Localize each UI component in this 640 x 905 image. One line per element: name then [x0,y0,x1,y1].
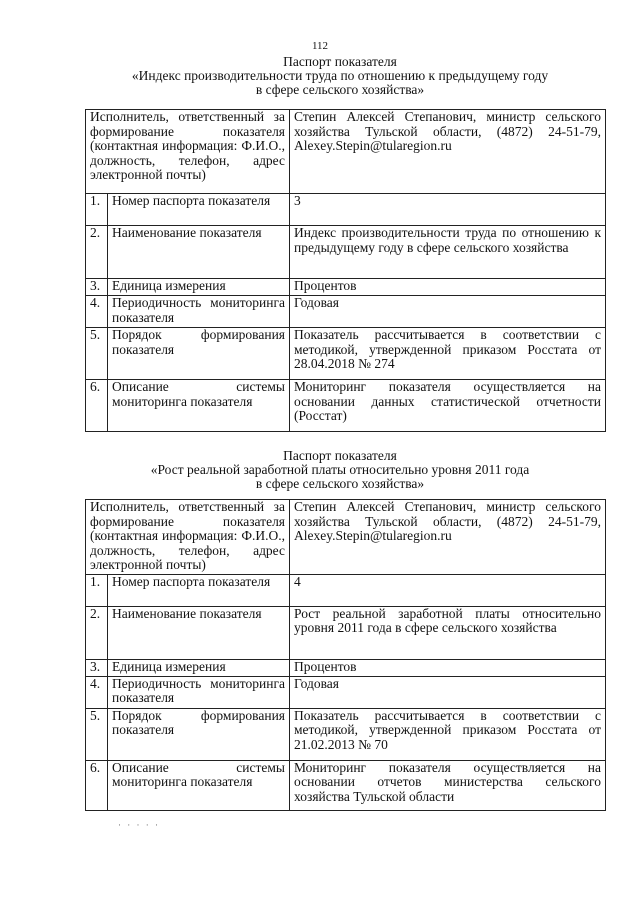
passport-2-subtitle-line1: «Рост реальной заработной платы относительно уровня 2011 года [150,462,530,477]
passport-1-subtitle-line1: «Индекс производительности труда по отношению к предыдущему году [131,68,549,83]
row-value: Показатель рассчитывается в соответствии с методикой, утвержденной приказом Росстата от 21.02.2013 № 70 [290,708,606,760]
row-number: 2. [86,606,108,659]
row-value: Показатель рассчитывается в соответствии с методикой, утвержденной приказом Росстата от 28.04.2018 № 274 [290,328,606,380]
row-number: 5. [86,328,108,380]
row-label: Периодичность мониторинга показателя [108,676,290,708]
passport-2-subtitle-line2: в сфере сельского хозяйства» [255,476,425,491]
passport-1-title: Паспорт показателя [283,54,397,69]
table-row [86,110,606,194]
table-row [86,574,606,606]
row-value: Годовая [290,296,606,328]
row-value: Рост реальной заработной платы относительно уровня 2011 года в сфере сельского хозяйства [290,606,606,659]
row-value: Процентов [290,279,606,296]
row-number: 6. [86,380,108,432]
row-number: 3. [86,659,108,676]
passport-2-title: Паспорт показателя [283,448,397,463]
executor-label: Исполнитель, ответственный за формирование показателя (контактная информация: Ф.И.О., должность, телефон, адрес электронной почты) [86,110,290,194]
row-label: Наименование показателя [108,606,290,659]
table-row [86,194,606,226]
row-label: Номер паспорта показателя [108,194,290,226]
row-label: Единица измерения [108,659,290,676]
row-label: Номер паспорта показателя [108,574,290,606]
row-value: 3 [290,194,606,226]
table-row [86,760,606,810]
row-number: 4. [86,296,108,328]
table-row [86,328,606,380]
table-row [86,226,606,279]
row-number: 6. [86,760,108,810]
page-number: 112 [311,40,329,52]
table-row [86,676,606,708]
row-label: Порядок формирования показателя [108,708,290,760]
row-value: Мониторинг показателя осуществляется на основании данных статистической отчетности (Росстат) [290,380,606,432]
table-row [86,659,606,676]
row-value: Индекс производительности труда по отношению к предыдущему году в сфере сельского хозяйства [290,226,606,279]
passport-1-table [85,109,606,432]
row-number: 4. [86,676,108,708]
passport-1-subtitle-line2: в сфере сельского хозяйства» [255,82,425,97]
row-value: Мониторинг показателя осуществляется на основании отчетов министерства сельского хозяйства Тульской области [290,760,606,810]
row-number: 1. [86,574,108,606]
row-label: Описание системы мониторинга показателя [108,380,290,432]
table-row [86,296,606,328]
row-value: Годовая [290,676,606,708]
passport-2-table [85,499,606,811]
passport-2-header [40,449,640,491]
scan-artifact: · · · · · [118,820,160,830]
table-row [86,606,606,659]
table-row [86,708,606,760]
executor-value: Степин Алексей Степанович, министр сельского хозяйства Тульской области, (4872) 24-51-79, Alexey.Stepin@tularegion.ru [290,500,606,575]
row-label: Описание системы мониторинга показателя [108,760,290,810]
passport-1-header [40,55,640,97]
executor-label: Исполнитель, ответственный за формирование показателя (контактная информация: Ф.И.О., должность, телефон, адрес электронной почты) [86,500,290,575]
table-row [86,500,606,575]
row-number: 1. [86,194,108,226]
row-number: 2. [86,226,108,279]
executor-value: Степин Алексей Степанович, министр сельского хозяйства Тульской области, (4872) 24-51-79, Alexey.Stepin@tularegion.ru [290,110,606,194]
row-label: Наименование показателя [108,226,290,279]
table-row [86,380,606,432]
row-value: Процентов [290,659,606,676]
table-row [86,279,606,296]
row-label: Единица измерения [108,279,290,296]
row-label: Периодичность мониторинга показателя [108,296,290,328]
row-value: 4 [290,574,606,606]
row-number: 3. [86,279,108,296]
row-label: Порядок формирования показателя [108,328,290,380]
row-number: 5. [86,708,108,760]
